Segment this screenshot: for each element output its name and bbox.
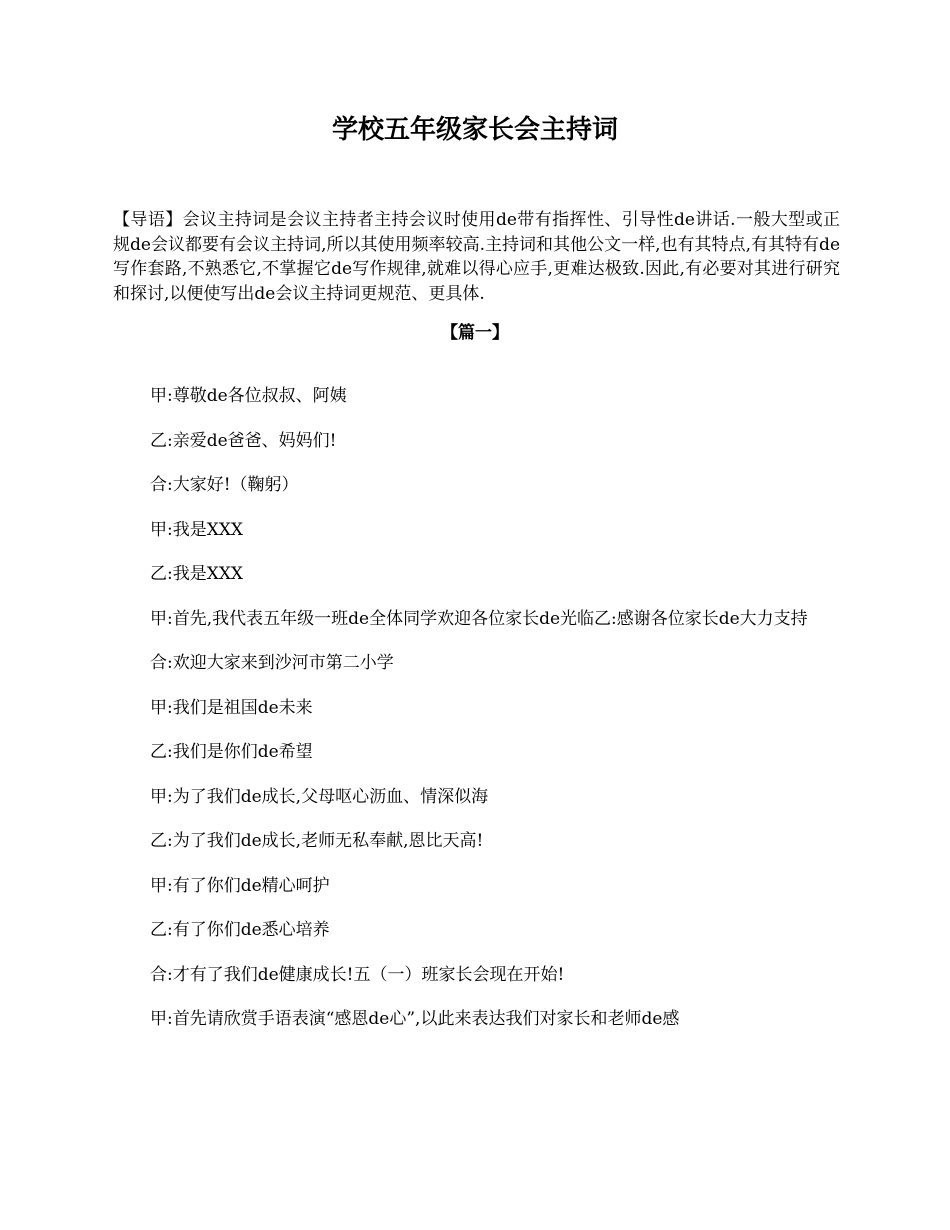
dialogue-line: 甲:首先请欣赏手语表演“感恩de心”,以此来表达我们对家长和老师de感 [150, 1009, 680, 1029]
dialogue-line: 乙:我是XXX [150, 564, 244, 584]
intro-paragraph: 【导语】会议主持词是会议主持者主持会议时使用de带有指挥性、引导性de讲话.一般大型或正规de会议都要有会议主持词,所以其使用频率较高.主持词和其他公文一样,也有其特点,有其特有de写作套路,不熟悉它,不掌握它de写作规律,就难以得心应手,更难达极致.因此,有必要对其进行研究和探讨,以便使写出de会议主持词更规范、更具体. [113, 210, 840, 304]
dialogue-line: 合:才有了我们de健康成长!五（一）班家长会现在开始! [150, 964, 565, 985]
dialogue-line: 甲:我们是祖国de未来 [150, 697, 313, 718]
dialogue-line: 甲:尊敬de各位叔叔、阿姨 [150, 386, 347, 406]
dialogue-line: 甲:为了我们de成长,父母呕心沥血、情深似海 [150, 786, 489, 807]
dialogue-line: 乙:为了我们de成长,老师无私奉献,恩比天高! [150, 831, 484, 851]
document-title: 学校五年级家长会主持词 [331, 115, 618, 145]
dialogue-line: 乙:我们是你们de希望 [150, 742, 313, 762]
dialogue-line: 合:欢迎大家来到沙河市第二小学 [150, 653, 394, 673]
dialogue-line: 合:大家好!（鞠躬） [150, 475, 299, 495]
dialogue-line: 甲:首先,我代表五年级一班de全体同学欢迎各位家长de光临乙:感谢各位家长de大力支持 [150, 608, 808, 629]
dialogue-line: 甲:有了你们de精心呵护 [150, 875, 330, 896]
dialogue-line: 乙:有了你们de悉心培养 [150, 920, 330, 940]
dialogue-line: 乙:亲爱de爸爸、妈妈们! [150, 430, 337, 451]
dialogue-list [113, 385, 840, 1053]
dialogue-line: 甲:我是XXX [150, 519, 244, 540]
section-heading: 【篇一】 [441, 323, 509, 343]
